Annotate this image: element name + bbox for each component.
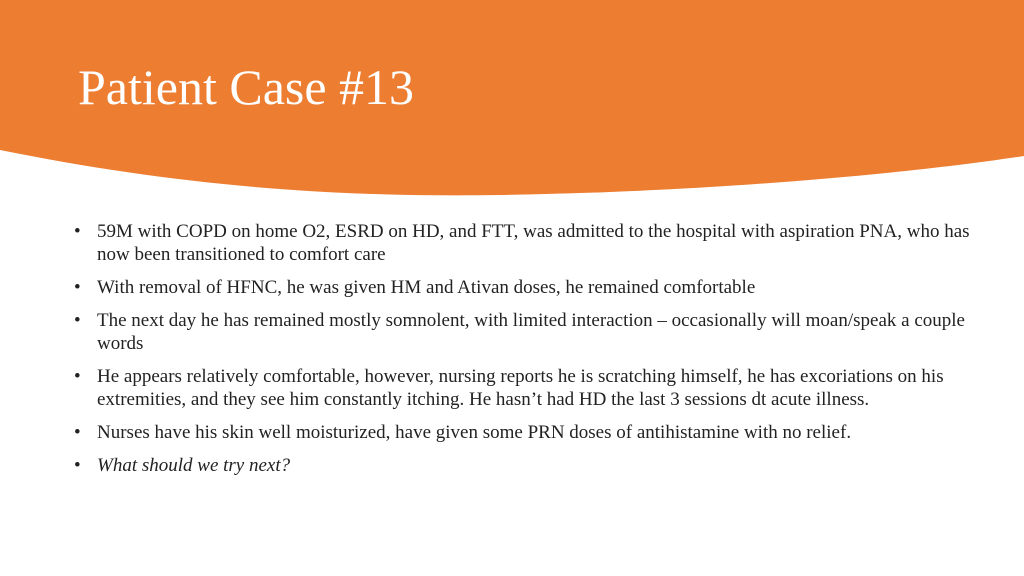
bullet-text: 59M with COPD on home O2, ESRD on HD, and FTT, was admitted to the hospital with aspiration PNA, who has now been transitioned to comfort care bbox=[97, 221, 970, 265]
bullet-icon: • bbox=[74, 422, 81, 443]
list-item bbox=[72, 276, 972, 299]
list-item bbox=[72, 365, 972, 411]
title-banner bbox=[0, 0, 1024, 210]
list-item bbox=[72, 220, 972, 266]
bullet-text-question: What should we try next? bbox=[97, 455, 291, 476]
bullet-text: The next day he has remained mostly somnolent, with limited interaction – occasionally will moan/speak a couple words bbox=[97, 310, 965, 354]
bullet-text: With removal of HFNC, he was given HM and Ativan doses, he remained comfortable bbox=[97, 277, 756, 298]
list-item bbox=[72, 309, 972, 355]
list-item bbox=[72, 421, 972, 444]
bullet-icon: • bbox=[74, 221, 81, 242]
bullet-icon: • bbox=[74, 310, 81, 331]
bullet-icon: • bbox=[74, 455, 81, 476]
bullet-icon: • bbox=[74, 366, 81, 387]
bullet-list bbox=[72, 220, 972, 487]
bullet-text: He appears relatively comfortable, however, nursing reports he is scratching himself, he has excoriations on his extremities, and they see him constantly itching. He hasn’t had HD the last 3 sessions dt acute illness. bbox=[97, 366, 944, 410]
bullet-text: Nurses have his skin well moisturized, have given some PRN doses of antihistamine with no relief. bbox=[97, 422, 852, 443]
page-title: Patient Case #13 bbox=[78, 59, 415, 115]
bullet-icon: • bbox=[74, 277, 81, 298]
list-item bbox=[72, 454, 972, 477]
